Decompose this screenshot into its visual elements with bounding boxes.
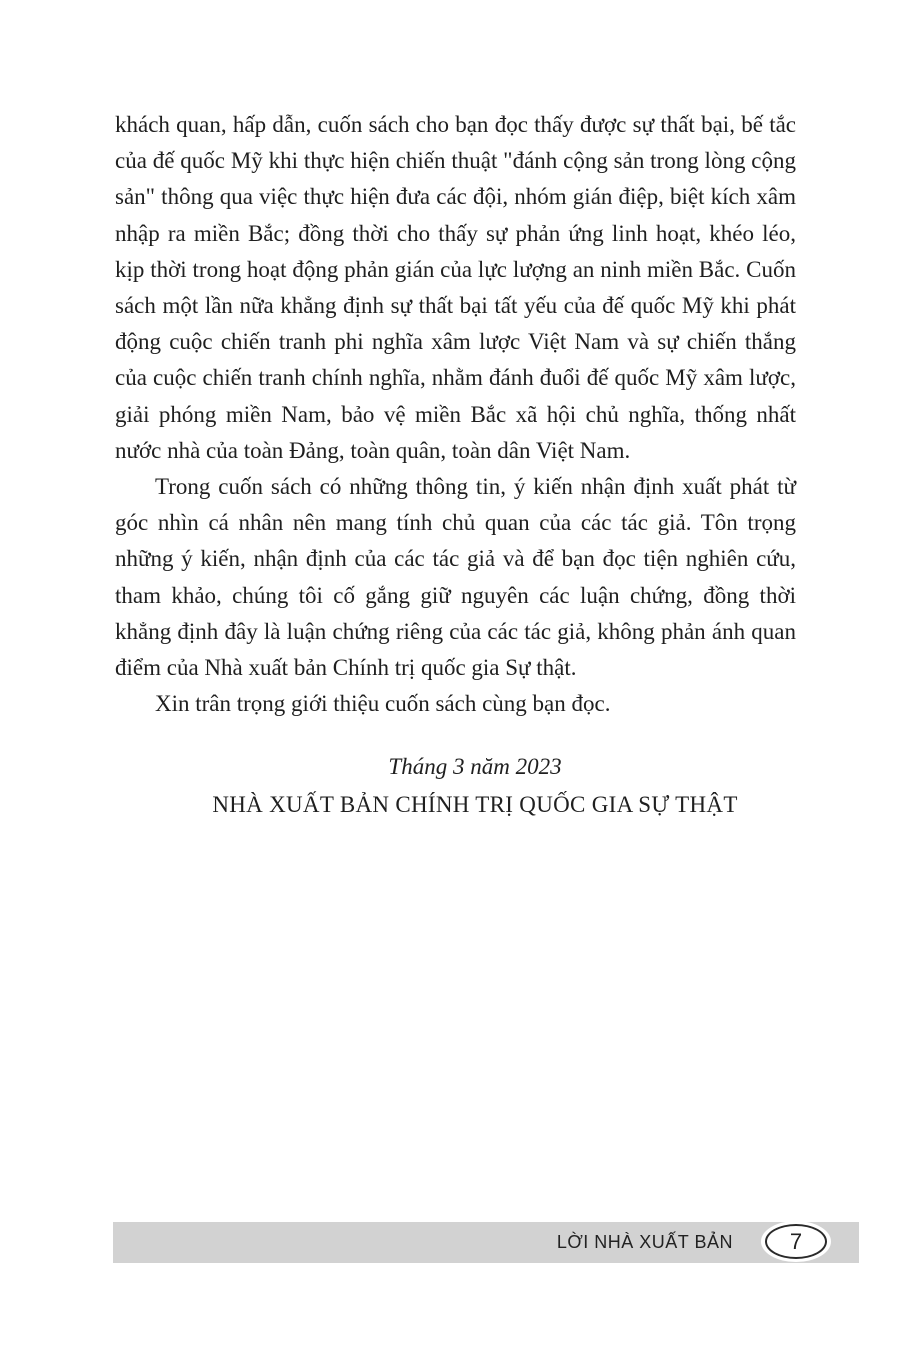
body-text xyxy=(115,107,796,722)
closing-date: Tháng 3 năm 2023 xyxy=(388,754,562,779)
publisher-name: NHÀ XUẤT BẢN CHÍNH TRỊ QUỐC GIA SỰ THẬT xyxy=(212,792,738,817)
paragraph-continuation: khách quan, hấp dẫn, cuốn sách cho bạn đọc thấy được sự thất bại, bế tắc của đế quốc Mỹ khi thực hiện chiến thuật "đánh cộng sản trong lòng cộng sản" thông qua việc thực hiện đưa các đội, nhóm gián điệp, biệt kích xâm nhập ra miền Bắc; đồng thời cho thấy sự phản ứng linh hoạt, khéo léo, kịp thời trong hoạt động phản gián của lực lượng an ninh miền Bắc. Cuốn sách một lần nữa khẳng định sự thất bại tất yếu của đế quốc Mỹ khi phát động cuộc chiến tranh phi nghĩa xâm lược Việt Nam và sự chiến thắng của cuộc chiến tranh chính nghĩa, nhằm đánh đuổi đế quốc Mỹ xâm lược, giải phóng miền Nam, bảo vệ miền Bắc xã hội chủ nghĩa, thống nhất nước nhà của toàn Đảng, toàn quân, toàn dân Việt Nam. xyxy=(115,112,796,463)
section-label: LỜI NHÀ XUẤT BẢN xyxy=(556,1232,733,1252)
closing-signature xyxy=(115,748,835,824)
page-number-badge xyxy=(765,1224,827,1259)
paragraph: Xin trân trọng giới thiệu cuốn sách cùng bạn đọc. xyxy=(155,691,611,717)
page-number: 7 xyxy=(789,1229,803,1254)
footer-bar xyxy=(113,1222,859,1263)
paragraph: Trong cuốn sách có những thông tin, ý kiến nhận định xuất phát từ góc nhìn cá nhân nên mang tính chủ quan của các tác giả. Tôn trọng những ý kiến, nhận định của các tác giả và để bạn đọc tiện nghiên cứu, tham khảo, chúng tôi cố gắng giữ nguyên các luận chứng, đồng thời khẳng định đây là luận chứng riêng của các tác giả, không phản ánh quan điểm của Nhà xuất bản Chính trị quốc gia Sự thật. xyxy=(115,474,796,681)
